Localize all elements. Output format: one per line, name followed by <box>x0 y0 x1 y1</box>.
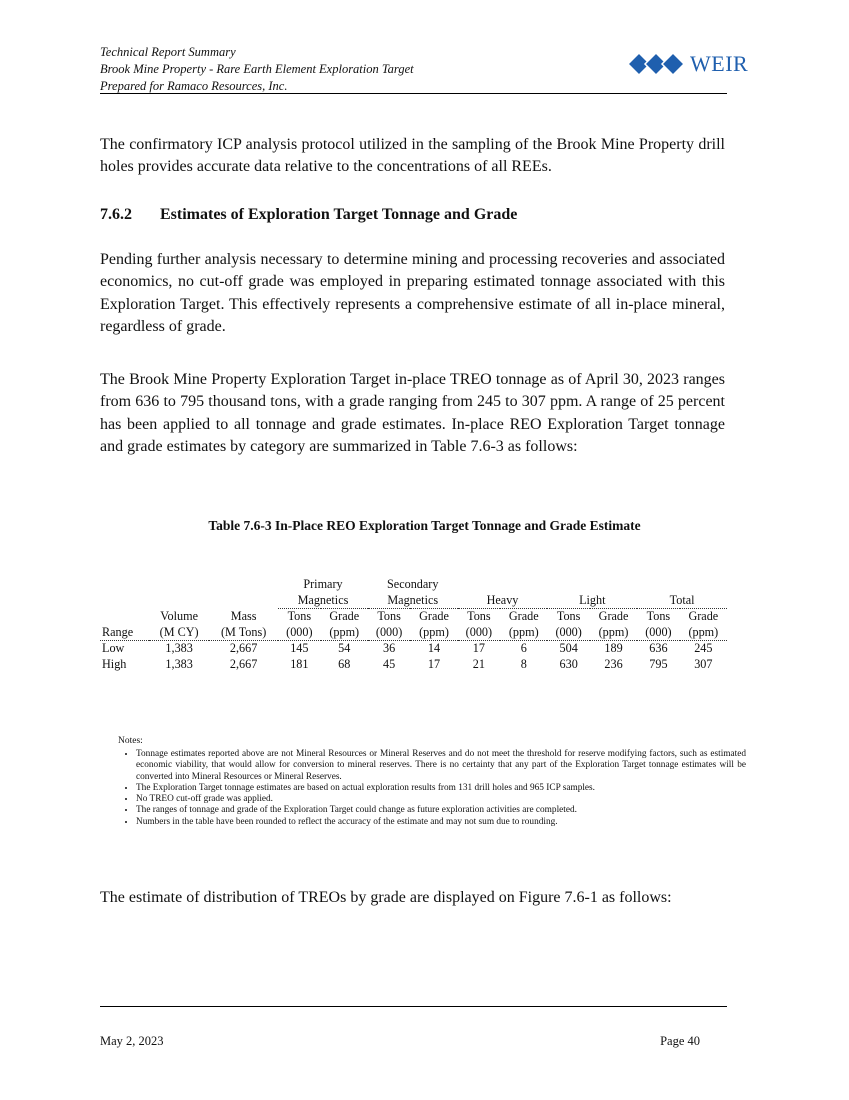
group-header: Magnetics <box>368 593 458 609</box>
paragraph-1: The confirmatory ICP analysis protocol utilized in the sampling of the Brook Mine Property drill holes provides accurate data relative to the concentrations of all REEs. <box>100 136 725 176</box>
table-cell: 54 <box>338 641 351 655</box>
table-cell: 504 <box>559 641 578 655</box>
table-cell: 236 <box>604 656 623 671</box>
table-cell: (ppm) <box>500 625 547 641</box>
paragraph-3: The Brook Mine Property Exploration Target in-place TREO tonnage as of April 30, 2023 ranges from 636 to 795 thousand tons, with a grade ranging from 245 to 307 ppm. A range of 25 percent has been applied to all tonnage and grade estimates. In-place REO Exploration Target tonnage and grade estimates by category are summarized in Table 7.6-3 as follows: <box>100 371 725 455</box>
header-rule <box>100 93 727 94</box>
column-header-row-2 <box>100 625 727 641</box>
table-cell: 17 <box>472 641 485 655</box>
note-item: • No TREO cut-off grade was applied. <box>136 794 746 805</box>
table-cell: Grade <box>508 609 539 623</box>
group-header: Heavy <box>458 593 548 609</box>
paragraph-4: The estimate of distribution of TREOs by grade are displayed on Figure 7.6-1 as follows: <box>100 889 672 906</box>
table-cell: (ppm) <box>321 625 368 641</box>
table-cell: 1,383 <box>165 641 193 655</box>
weir-logo <box>626 51 748 77</box>
table-cell: 145 <box>290 641 309 655</box>
note-item: • Numbers in the table have been rounded to reflect the accuracy of the estimate and may not sum due to rounding. <box>136 817 746 828</box>
note-item: • The ranges of tonnage and grade of the Exploration Target could change as future exploration activities are completed. <box>136 805 746 816</box>
group-header: Magnetics <box>278 593 368 609</box>
table-cell: Tons <box>287 609 312 623</box>
column-header-row-1 <box>100 609 727 625</box>
running-header <box>100 44 414 95</box>
table-cell: (M Tons) <box>209 625 278 641</box>
table-cell: 795 <box>649 656 668 671</box>
table-cell <box>100 609 149 625</box>
table-cell: Tons <box>467 609 491 623</box>
table-cell: (000) <box>637 625 680 641</box>
table-cell: 68 <box>338 656 351 671</box>
table-cell: Tons <box>646 609 671 623</box>
table-cell: 181 <box>290 656 309 671</box>
table-cell: Grade <box>329 609 360 623</box>
header-line-2: Brook Mine Property - Rare Earth Element Exploration Target <box>100 62 414 76</box>
table-cell: (ppm) <box>590 625 637 641</box>
section-heading <box>100 206 517 224</box>
table-cell: Range <box>100 625 149 641</box>
table-cell: Tons <box>556 609 581 623</box>
table-cell: 636 <box>649 641 668 655</box>
table-row <box>100 657 727 673</box>
group-header: Total <box>637 593 727 609</box>
table-cell: (ppm) <box>410 625 457 641</box>
footer-rule <box>100 1006 727 1007</box>
table-cell: 630 <box>559 656 578 671</box>
table-cell: 1,383 <box>165 656 193 671</box>
footer-date: May 2, 2023 <box>100 1034 164 1048</box>
logo-text: WEIR <box>690 51 749 76</box>
group-header: Secondary <box>387 577 439 591</box>
group-header: Primary <box>303 577 343 591</box>
table-cell: (000) <box>368 625 411 641</box>
table-cell: Grade <box>598 609 629 623</box>
note-item: • Tonnage estimates reported above are not Mineral Resources or Mineral Reserves and do not meet the threshold for reserve modifying factors, such as estimated economic viability, that would allow for conversion to mineral reserves. There is no certainty that any part of the Exploration Target tonnage estimates will be converted into Mineral Resources or Mineral Reserves. <box>136 749 746 783</box>
notes-label: Notes: <box>118 736 143 746</box>
table-cell: Volume <box>160 608 198 623</box>
table-cell: 17 <box>427 656 441 671</box>
header-line-1: Technical Report Summary <box>100 45 236 59</box>
table-cell: High <box>102 656 127 671</box>
table-cell: (000) <box>278 625 321 641</box>
group-header-row-1 <box>100 577 727 593</box>
table-cell: 36 <box>383 641 396 655</box>
table-cell: 2,667 <box>229 656 258 671</box>
table-cell: Grade <box>688 609 719 623</box>
notes-list <box>118 749 746 828</box>
table-cell: (ppm) <box>680 625 727 641</box>
footer-page-number: Page 40 <box>660 1034 700 1048</box>
table-title: Table 7.6-3 In-Place REO Exploration Target Tonnage and Grade Estimate <box>208 518 641 533</box>
table-cell: 45 <box>383 656 396 671</box>
table-cell: 14 <box>427 641 441 655</box>
table-cell: 245 <box>694 641 713 655</box>
table-cell: (M CY) <box>149 625 209 641</box>
table-cell: 8 <box>520 656 527 671</box>
table-cell: 189 <box>604 641 623 655</box>
header-line-3: Prepared for Ramaco Resources, Inc. <box>100 79 288 93</box>
diamond-chevrons-icon <box>626 52 688 76</box>
table-cell: 21 <box>472 656 485 671</box>
table-cell: 307 <box>694 656 713 671</box>
table-cell: Low <box>102 641 125 655</box>
table-row <box>100 641 727 657</box>
table-cell: (000) <box>547 625 590 641</box>
table-cell: Grade <box>419 609 449 623</box>
table-cell: Tons <box>377 609 401 623</box>
paragraph-2: Pending further analysis necessary to determine mining and processing recoveries and associated economics, no cut-off grade was employed in preparing estimated tonnage associated with this Exploration Target. This effectively represents a comprehensive estimate of all in-place mineral, regardless of grade. <box>100 251 725 335</box>
table-cell: (000) <box>458 625 501 641</box>
group-header-row-2 <box>100 593 727 609</box>
note-item: • The Exploration Target tonnage estimates are based on actual exploration results from 131 drill holes and 965 ICP samples. <box>136 783 746 794</box>
table-cell: Mass <box>230 608 257 623</box>
group-header: Light <box>547 593 637 609</box>
section-number: 7.6.2 <box>100 206 132 223</box>
table-cell: 6 <box>520 641 527 655</box>
table-cell: 2,667 <box>229 641 258 655</box>
reo-estimate-table <box>100 577 727 672</box>
section-title: Estimates of Exploration Target Tonnage and Grade <box>160 206 518 223</box>
